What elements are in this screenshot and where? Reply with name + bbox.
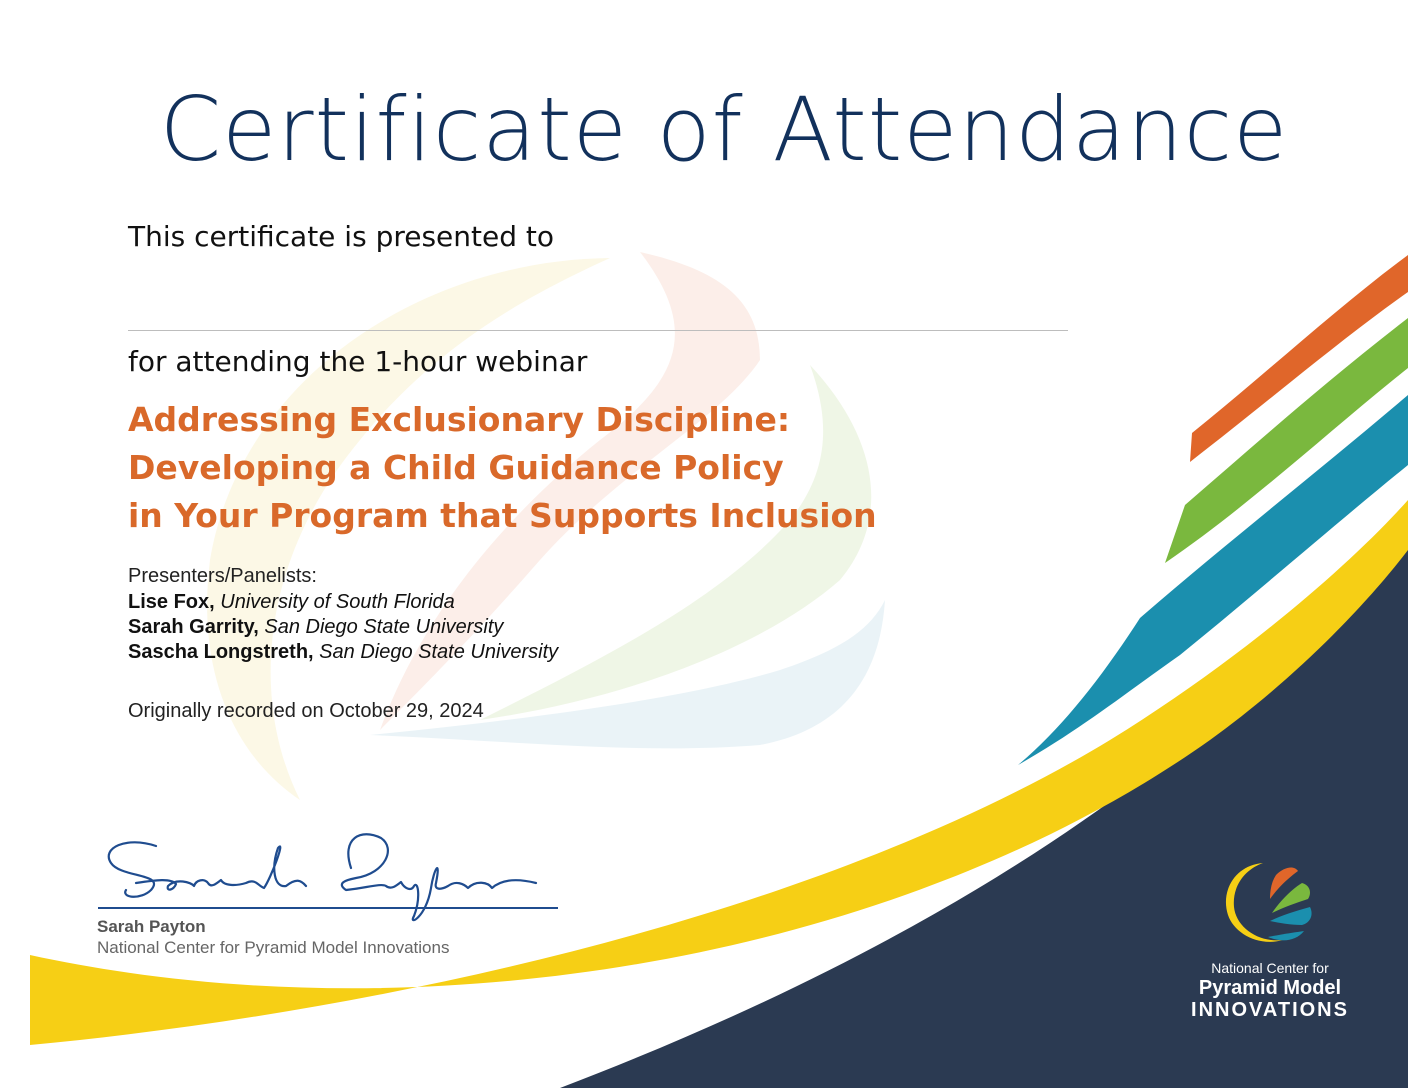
signer-name: Sarah Payton	[97, 917, 206, 936]
logo-line-1: National Center for	[1211, 960, 1329, 976]
presenter-affiliation: San Diego State University	[264, 616, 504, 638]
logo-swirl-icon	[1218, 855, 1318, 950]
recipient-name-line	[128, 330, 1068, 331]
presenter-affiliation: San Diego State University	[319, 641, 559, 663]
signature-line	[98, 907, 558, 909]
presenter-item	[128, 640, 558, 665]
presenter-name: Sascha Longstreth,	[128, 641, 314, 663]
signer-organization: National Center for Pyramid Model Innovations	[97, 938, 450, 957]
presenter-item	[128, 590, 558, 615]
webinar-title-line: Developing a Child Guidance Policy	[128, 448, 784, 487]
presenters-label: Presenters/Panelists:	[128, 565, 317, 587]
attending-text: for attending the 1-hour webinar	[128, 345, 588, 378]
logo-line-2: Pyramid Model	[1198, 977, 1342, 999]
pyramid-model-logo	[1180, 855, 1360, 1055]
presenter-name: Lise Fox,	[128, 591, 215, 613]
certificate-title: Certificate of Attendance	[159, 78, 1289, 181]
recorded-date-text: Originally recorded on October 29, 2024	[128, 700, 484, 722]
logo-line-3: INNOVATIONS	[1191, 999, 1349, 1021]
presenter-name: Sarah Garrity,	[128, 616, 259, 638]
webinar-title-line: in Your Program that Supports Inclusion	[128, 496, 877, 535]
handwritten-signature	[96, 828, 566, 928]
presenter-item	[128, 615, 558, 640]
webinar-title-line: Addressing Exclusionary Discipline:	[128, 400, 791, 439]
logo-wordmark	[1180, 959, 1360, 1021]
webinar-title	[128, 396, 948, 540]
presenters-list	[128, 590, 558, 665]
presented-to-text: This certificate is presented to	[128, 220, 555, 253]
presenter-affiliation: University of South Florida	[220, 591, 455, 613]
